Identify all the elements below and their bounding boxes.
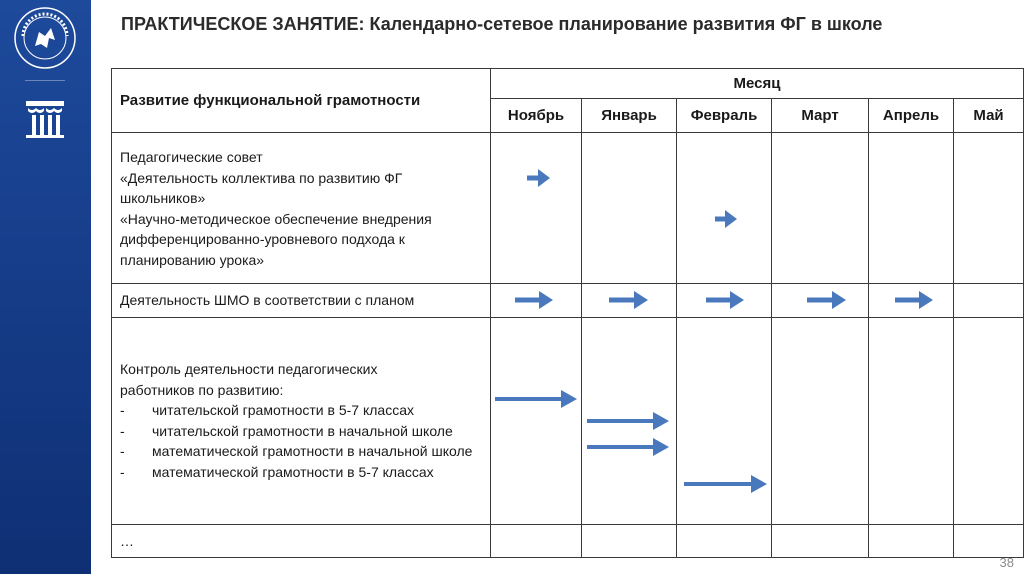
- schedule-table: [111, 68, 1024, 558]
- activity-line: планированию урока»: [120, 251, 265, 268]
- month-cell: [491, 284, 582, 318]
- month-cell: [491, 317, 582, 524]
- table-row: [112, 133, 1024, 284]
- month-november: Ноябрь: [491, 99, 582, 133]
- month-january: Январь: [582, 99, 677, 133]
- list-item: - математической грамотности в 5-7 классах: [120, 462, 482, 483]
- month-cell: [677, 284, 772, 318]
- month-april: Апрель: [869, 99, 954, 133]
- list-item: - читательской грамотности в начальной школе: [120, 421, 482, 442]
- activity-line: …: [120, 532, 134, 549]
- month-cell: [491, 524, 582, 558]
- month-cell: [772, 284, 869, 318]
- month-cell: [582, 284, 677, 318]
- month-cell: [869, 524, 954, 558]
- university-crest-icon: [13, 6, 77, 70]
- month-cell: [954, 524, 1024, 558]
- sidebar: [0, 0, 91, 574]
- month-header: Месяц: [491, 69, 1024, 99]
- month-cell: [772, 133, 869, 284]
- month-cell: [491, 133, 582, 284]
- topic-header: Развитие функциональной грамотности: [112, 69, 491, 133]
- activity-line: Педагогические совет: [120, 149, 263, 165]
- month-march: Март: [772, 99, 869, 133]
- month-cell: [869, 317, 954, 524]
- list-bullet: -: [120, 402, 125, 418]
- activity-line: работников по развитию:: [120, 381, 284, 398]
- activity-line: дифференцированно-уровневого подхода к: [120, 231, 405, 247]
- slide-title: ПРАКТИЧЕСКОЕ ЗАНЯТИЕ: Календарно-сетевое планирование развития ФГ в школе: [121, 14, 883, 34]
- month-cell: [954, 284, 1024, 318]
- activity-cell: [112, 317, 491, 524]
- logo-divider: [25, 80, 65, 81]
- list-item: - читательской грамотности в 5-7 классах: [120, 400, 482, 421]
- activity-line: Контроль деятельности педагогических: [120, 361, 378, 377]
- month-cell: [869, 133, 954, 284]
- list-bullet: -: [120, 463, 125, 480]
- list-bullet: -: [120, 422, 125, 439]
- table-row: [112, 317, 1024, 524]
- month-cell: [869, 284, 954, 318]
- column-logo-icon: [24, 99, 66, 139]
- activity-line: Деятельность ШМО в соответствии с планом: [120, 292, 415, 308]
- month-cell: [677, 133, 772, 284]
- activity-cell: [112, 133, 491, 284]
- activity-line: «Научно-методическое обеспечение внедрения: [120, 210, 432, 227]
- month-cell: [677, 524, 772, 558]
- month-cell: [677, 317, 772, 524]
- month-cell: [772, 524, 869, 558]
- activity-line: школьников»: [120, 190, 206, 206]
- list-bullet: -: [120, 443, 125, 459]
- month-february: Февраль: [677, 99, 772, 133]
- month-cell: [582, 133, 677, 284]
- month-cell: [582, 524, 677, 558]
- list-item: - математической грамотности в начальной школе: [120, 441, 482, 462]
- table-row: [112, 524, 1024, 558]
- activity-cell: [112, 284, 491, 318]
- page-number: 38: [999, 555, 1014, 570]
- month-cell: [954, 317, 1024, 524]
- activity-cell: [112, 524, 491, 558]
- month-may: Май: [954, 99, 1024, 133]
- table-row: [112, 284, 1024, 318]
- month-cell: [954, 133, 1024, 284]
- activity-line: «Деятельность коллектива по развитию ФГ: [120, 169, 403, 186]
- month-cell: [582, 317, 677, 524]
- month-cell: [772, 317, 869, 524]
